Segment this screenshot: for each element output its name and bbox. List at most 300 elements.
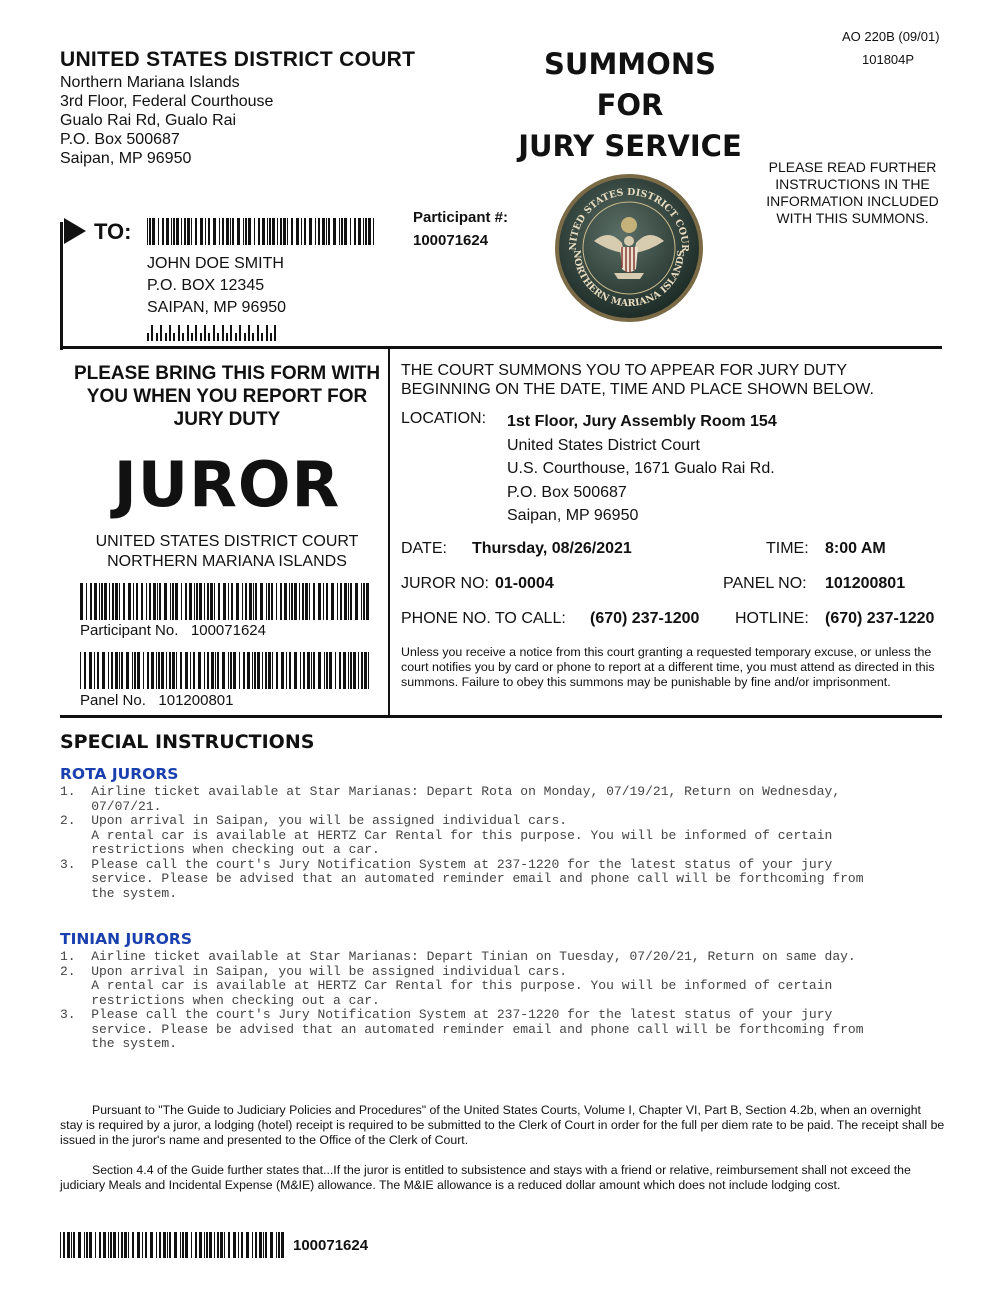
postal-bar xyxy=(208,333,210,341)
barcode-bar xyxy=(97,652,99,689)
barcode-bar xyxy=(147,652,149,689)
barcode-bar xyxy=(343,652,346,689)
postal-bar xyxy=(244,333,246,341)
barcode-bar xyxy=(322,218,325,245)
barcode-bar xyxy=(145,1232,147,1258)
barcode-bar xyxy=(181,583,182,620)
barcode-bar xyxy=(323,583,324,620)
seal-text-bottom: NORTHERN MARIANA ISLANDS xyxy=(570,249,688,310)
court-name-line: UNITED STATES DISTRICT COURT xyxy=(95,533,359,550)
time-value: 8:00 AM xyxy=(825,540,886,557)
barcode-bar xyxy=(309,583,310,620)
instruction-line: 3. Please call the court's Jury Notification System at 237-1220 for the latest status of your jury xyxy=(60,1007,833,1022)
barcode-bar xyxy=(132,652,133,689)
barcode-bar xyxy=(95,1232,96,1258)
barcode-bar xyxy=(147,218,148,245)
subsistence-policy-paragraph xyxy=(60,1163,945,1193)
to-label: TO: xyxy=(94,219,132,244)
barcode-bar xyxy=(259,1232,262,1258)
barcode-bar xyxy=(340,583,342,620)
barcode-bar xyxy=(237,218,240,245)
barcode-bar xyxy=(238,1232,239,1258)
barcode-bar xyxy=(205,218,206,245)
barcode-bar xyxy=(230,652,232,689)
barcode-bar xyxy=(187,218,190,245)
summons-title xyxy=(500,44,760,167)
barcode-bar xyxy=(276,652,278,689)
barcode-bar xyxy=(283,218,286,245)
barcode-bar xyxy=(348,652,349,689)
barcode-bar xyxy=(115,652,118,689)
panel-no-label-right: PANEL NO: xyxy=(723,575,807,592)
attendance-notice: Unless you receive a notice from this court granting a requested temporary excuse, or unless the court notifies you by card or phone to report at a different time, you must attend as directed in this summons. Failure to obey this summons may be punishable by fine and/or imprisonment. xyxy=(401,645,935,689)
postal-bar xyxy=(147,333,149,341)
barcode-bar xyxy=(143,652,144,689)
instruction-line: A rental car is available at HERTZ Car Rental for this purpose. You will be informed of certain xyxy=(60,827,833,843)
barcode-bar xyxy=(365,218,367,245)
barcode-bar xyxy=(257,652,260,689)
barcode-bar xyxy=(159,1232,161,1258)
barcode-bar xyxy=(219,218,220,245)
barcode-bar xyxy=(209,1232,212,1258)
barcode-bar xyxy=(136,583,138,620)
barcode-bar xyxy=(152,218,155,245)
barcode-bar xyxy=(223,583,226,620)
barcode-bar xyxy=(180,652,182,689)
section-divider xyxy=(60,715,942,718)
summons-title-line: FOR xyxy=(596,88,664,122)
barcode-bar xyxy=(291,218,293,245)
barcode-bar xyxy=(301,218,302,245)
location-line: P.O. Box 500687 xyxy=(507,483,627,501)
barcode-bar xyxy=(163,1232,166,1258)
barcode-bar xyxy=(207,583,209,620)
barcode-bar xyxy=(195,1232,197,1258)
barcode-bar xyxy=(230,218,231,245)
barcode-bar xyxy=(142,1232,143,1258)
court-address-line: P.O. Box 500687 xyxy=(60,131,180,148)
hotline-label: HOTLINE: xyxy=(735,610,809,627)
barcode-bar xyxy=(110,1232,112,1258)
barcode-bar xyxy=(104,583,107,620)
barcode-bar xyxy=(115,583,118,620)
barcode-bar xyxy=(190,652,191,689)
barcode-bar xyxy=(260,583,263,620)
court-name: UNITED STATES DISTRICT COURT xyxy=(60,48,416,71)
barcode-bar xyxy=(248,218,251,245)
barcode-bar xyxy=(137,652,140,689)
barcode-bar xyxy=(208,218,210,245)
barcode-bar xyxy=(228,652,229,689)
barcode-bar xyxy=(210,583,213,620)
rota-jurors-title: ROTA JURORS xyxy=(60,765,179,783)
location-line: U.S. Courthouse, 1671 Gualo Rai Rd. xyxy=(507,460,775,477)
barcode-bar xyxy=(109,583,110,620)
instruction-line: A rental car is available at HERTZ Car Rental for this purpose. You will be informed of certain xyxy=(60,978,833,993)
summons-statement xyxy=(401,361,874,399)
barcode-bar xyxy=(156,652,157,689)
barcode-bar xyxy=(214,1232,215,1258)
recipient-line: P.O. BOX 12345 xyxy=(147,277,265,294)
barcode-bar xyxy=(245,583,247,620)
barcode-bar xyxy=(284,583,287,620)
barcode-bar xyxy=(348,583,349,620)
barcode-bar xyxy=(204,652,205,689)
barcode-bar xyxy=(315,218,316,245)
form-id: 101804P xyxy=(862,52,915,67)
barcode-bar xyxy=(99,1232,101,1258)
barcode-bar xyxy=(184,218,186,245)
barcode-bar xyxy=(305,583,308,620)
barcode-bar xyxy=(354,218,356,245)
barcode-bar xyxy=(255,583,257,620)
barcode-bar xyxy=(94,652,95,689)
barcode-bar xyxy=(207,652,209,689)
recipient-address xyxy=(147,253,286,319)
postal-bar xyxy=(213,325,215,341)
barcode-bar xyxy=(276,583,277,620)
court-address xyxy=(60,73,273,168)
barcode-bar xyxy=(222,218,224,245)
barcode-bar xyxy=(193,652,195,689)
barcode-bar xyxy=(281,652,284,689)
arrow-right-icon xyxy=(64,218,86,244)
barcode-bar xyxy=(189,583,192,620)
phone-value: (670) 237-1200 xyxy=(590,610,700,627)
barcode-bar xyxy=(363,218,364,245)
barcode-bar xyxy=(103,1232,106,1258)
barcode-bar xyxy=(162,218,164,245)
section-divider xyxy=(60,346,942,349)
postal-bar xyxy=(257,325,259,341)
barcode-bar xyxy=(108,652,109,689)
panel-no-value-right: 101200801 xyxy=(825,575,906,592)
barcode-bar xyxy=(166,218,169,245)
date-value: Thursday, 08/26/2021 xyxy=(472,540,632,557)
barcode-bar xyxy=(119,583,120,620)
barcode-bar xyxy=(329,652,332,689)
barcode-bar xyxy=(291,583,293,620)
barcode-bar xyxy=(169,652,171,689)
barcode-bar xyxy=(181,218,182,245)
barcode-bar xyxy=(146,583,147,620)
postal-bar xyxy=(252,333,254,341)
barcode-bar xyxy=(156,1232,157,1258)
barcode-bar xyxy=(326,652,328,689)
barcode-bar xyxy=(239,652,240,689)
time-label: TIME: xyxy=(766,540,809,557)
barcode-bar xyxy=(318,583,321,620)
barcode-bar xyxy=(60,1232,61,1258)
barcode-bar xyxy=(194,583,195,620)
barcode-bar xyxy=(128,1232,129,1258)
barcode-bar xyxy=(90,583,92,620)
barcode-bar xyxy=(272,218,275,245)
court-address-line: Saipan, MP 96950 xyxy=(60,150,192,167)
instruction-line: the system. xyxy=(60,885,178,901)
address-barcode xyxy=(147,218,377,245)
postal-bar xyxy=(178,325,180,341)
barcode-bar xyxy=(111,652,113,689)
barcode-bar xyxy=(228,583,229,620)
juror-no-value: 01-0004 xyxy=(495,575,554,592)
barcode-bar xyxy=(344,583,347,620)
postal-bar xyxy=(169,325,171,341)
postal-bar xyxy=(200,333,202,341)
barcode-bar xyxy=(313,583,315,620)
barcode-bar xyxy=(331,583,334,620)
barcode-bar xyxy=(296,218,299,245)
barcode-bar xyxy=(241,1232,243,1258)
form-code: AO 220B (09/01) xyxy=(842,29,940,44)
barcode-bar xyxy=(299,583,300,620)
barcode-bar xyxy=(252,652,253,689)
barcode-bar xyxy=(191,1232,192,1258)
court-name-small xyxy=(62,532,392,572)
barcode-bar xyxy=(89,1232,92,1258)
barcode-bar xyxy=(368,218,371,245)
barcode-bar xyxy=(350,583,352,620)
barcode-bar xyxy=(277,218,278,245)
barcode-bar xyxy=(268,652,271,689)
postal-bar xyxy=(266,325,268,341)
barcode-bar xyxy=(134,652,136,689)
barcode-bar xyxy=(137,1232,140,1258)
postal-bar xyxy=(191,333,193,341)
postal-bar xyxy=(195,325,197,341)
barcode-bar xyxy=(191,218,192,245)
barcode-bar xyxy=(161,652,164,689)
barcode-bar xyxy=(170,583,171,620)
location-line: United States District Court xyxy=(507,436,700,454)
instruction-line: service. Please be advised that an automated reminder email and phone call will be forthcoming from xyxy=(60,1021,864,1037)
postal-bar xyxy=(270,333,272,341)
barcode-bar xyxy=(286,652,287,689)
barcode-bar xyxy=(172,652,175,689)
barcode-bar xyxy=(108,1232,109,1258)
barcode-bar xyxy=(196,583,198,620)
location-line: 1st Floor, Jury Assembly Room 154 xyxy=(507,413,777,430)
court-seal-icon xyxy=(554,173,704,323)
barcode-bar xyxy=(218,583,220,620)
barcode-bar xyxy=(151,652,154,689)
barcode-bar xyxy=(149,583,151,620)
instruction-line: the system. xyxy=(60,1036,178,1051)
barcode-bar xyxy=(258,218,260,245)
barcode-bar xyxy=(233,652,236,689)
barcode-bar xyxy=(228,1232,230,1258)
postal-bar xyxy=(230,325,232,341)
barcode-bar xyxy=(255,1232,257,1258)
barcode-bar xyxy=(313,652,315,689)
barcode-bar xyxy=(318,218,320,245)
barcode-bar xyxy=(176,652,177,689)
barcode-bar xyxy=(361,652,363,689)
barcode-bar xyxy=(199,583,202,620)
summons-line: BEGINNING ON THE DATE, TIME AND PLACE SHOWN BELOW. xyxy=(401,381,874,398)
barcode-bar xyxy=(304,218,306,245)
barcode-bar xyxy=(198,652,201,689)
barcode-bar xyxy=(262,652,263,689)
panel-barcode xyxy=(80,652,372,689)
barcode-bar xyxy=(158,218,159,245)
barcode-bar xyxy=(309,218,312,245)
instruction-line: 1. Airline ticket available at Star Marianas: Depart Tinian on Tuesday, 07/20/21, Return on same day. xyxy=(60,949,856,964)
barcode-bar xyxy=(224,1232,225,1258)
participant-barcode xyxy=(80,583,372,620)
barcode-bar xyxy=(217,652,219,689)
barcode-bar xyxy=(276,1232,277,1258)
barcode-bar xyxy=(150,1232,153,1258)
barcode-bar xyxy=(80,652,81,689)
participant-no-row xyxy=(80,622,266,639)
barcode-bar xyxy=(86,1232,88,1258)
barcode-bar xyxy=(71,1232,72,1258)
barcode-bar xyxy=(121,652,123,689)
barcode-bar xyxy=(268,583,270,620)
barcode-bar xyxy=(355,583,358,620)
barcode-bar xyxy=(236,583,239,620)
barcode-bar xyxy=(358,652,359,689)
summons-line: THE COURT SUMMONS YOU TO APPEAR FOR JURY DUTY xyxy=(401,362,848,379)
barcode-bar xyxy=(294,583,297,620)
bring-form-notice: PLEASE BRING THIS FORM WITH YOU WHEN YOU REPORT FOR JURY DUTY xyxy=(73,363,381,430)
barcode-bar xyxy=(99,583,100,620)
barcode-bar xyxy=(113,1232,116,1258)
barcode-bar xyxy=(171,218,172,245)
postal-bar xyxy=(160,325,162,341)
panel-no-value: 101200801 xyxy=(158,692,234,709)
barcode-bar xyxy=(270,1232,273,1258)
barcode-bar xyxy=(206,1232,208,1258)
barcode-bar xyxy=(159,583,161,620)
postal-bar xyxy=(226,333,228,341)
barcode-bar xyxy=(242,583,243,620)
juror-no-label: JUROR NO: xyxy=(401,575,489,592)
barcode-bar xyxy=(80,583,83,620)
barcode-bar xyxy=(200,218,203,245)
barcode-bar xyxy=(185,652,188,689)
barcode-bar xyxy=(262,218,265,245)
barcode-bar xyxy=(211,652,214,689)
barcode-bar xyxy=(67,1232,70,1258)
barcode-bar xyxy=(195,218,197,245)
barcode-bar xyxy=(366,583,369,620)
barcode-bar xyxy=(302,583,304,620)
barcode-bar xyxy=(204,583,205,620)
barcode-bar xyxy=(167,1232,168,1258)
barcode-bar xyxy=(204,1232,205,1258)
barcode-bar xyxy=(214,583,215,620)
barcode-bar xyxy=(245,218,247,245)
read-instructions-note: PLEASE READ FURTHER INSTRUCTIONS IN THE INFORMATION INCLUDED WITH THIS SUMMONS. xyxy=(766,159,939,226)
recipient-line: JOHN DOE SMITH xyxy=(147,255,284,272)
tinian-instructions xyxy=(60,950,864,1052)
participant-label: Participant #: xyxy=(413,209,509,226)
panel-no-row xyxy=(80,692,233,709)
barcode-bar xyxy=(289,652,291,689)
postal-bar xyxy=(156,333,158,341)
postal-bar xyxy=(235,333,237,341)
instruction-line: 07/07/21. xyxy=(60,798,162,814)
barcode-bar xyxy=(166,652,167,689)
barcode-bar xyxy=(226,218,229,245)
location-line: Saipan, MP 96950 xyxy=(507,507,639,524)
barcode-bar xyxy=(217,1232,219,1258)
barcode-bar xyxy=(112,583,114,620)
barcode-bar xyxy=(263,1232,264,1258)
barcode-bar xyxy=(326,583,328,620)
barcode-bar xyxy=(364,652,367,689)
barcode-bar xyxy=(249,583,252,620)
barcode-bar xyxy=(307,652,310,689)
barcode-bar xyxy=(373,218,374,245)
barcode-bar xyxy=(220,1232,223,1258)
summons-title-line: SUMMONS xyxy=(544,47,716,81)
barcode-bar xyxy=(222,652,225,689)
barcode-bar xyxy=(175,583,178,620)
barcode-bar xyxy=(318,652,321,689)
barcode-bar xyxy=(271,583,274,620)
barcode-bar xyxy=(124,1232,127,1258)
instruction-line: 2. Upon arrival in Saipan, you will be assigned individual cars. xyxy=(60,963,568,979)
barcode-bar xyxy=(158,652,160,689)
instruction-line: service. Please be advised that an automated reminder email and phone call will be forthcoming from xyxy=(60,871,864,886)
barcode-bar xyxy=(133,583,134,620)
barcode-bar xyxy=(324,652,325,689)
special-instructions-title: SPECIAL INSTRUCTIONS xyxy=(60,731,315,753)
barcode-bar xyxy=(254,218,255,245)
rota-instructions xyxy=(60,785,864,901)
barcode-bar xyxy=(128,583,131,620)
barcode-bar xyxy=(350,652,352,689)
barcode-bar xyxy=(328,218,330,245)
barcode-bar xyxy=(252,1232,253,1258)
barcode-bar xyxy=(121,1232,123,1258)
barcode-bar xyxy=(246,1232,249,1258)
barcode-bar xyxy=(233,1232,236,1258)
barcode-bar xyxy=(287,218,288,245)
phone-label: PHONE NO. TO CALL: xyxy=(401,610,566,627)
barcode-bar xyxy=(174,1232,177,1258)
barcode-bar xyxy=(102,652,105,689)
barcode-bar xyxy=(199,1232,202,1258)
barcode-bar xyxy=(94,583,97,620)
instruction-line: 2. Upon arrival in Saipan, you will be assigned individual cars. xyxy=(60,813,568,828)
barcode-bar xyxy=(141,583,144,620)
barcode-bar xyxy=(344,218,347,245)
barcode-bar xyxy=(215,652,216,689)
barcode-bar xyxy=(337,583,338,620)
barcode-bar xyxy=(118,1232,119,1258)
hotline-value: (670) 237-1220 xyxy=(825,610,935,627)
court-name-line: NORTHERN MARIANA ISLANDS xyxy=(107,553,347,570)
subsistence-policy-text: Section 4.4 of the Guide further states that...If the juror is entitled to subsistence and stays with a friend or relative, reimbursement shall not exceed the judiciary Meals and Incidental Expense (M&IE) allowance. The M&IE allowance is a reduced dollar amount which does not include lodging cost. xyxy=(60,1163,911,1192)
recipient-line: SAIPAN, MP 96950 xyxy=(147,299,287,316)
barcode-bar xyxy=(280,583,282,620)
court-address-line: Northern Mariana Islands xyxy=(60,74,240,91)
barcode-bar xyxy=(86,583,87,620)
seal-text-top: NITED STATES DISTRICT COUR xyxy=(567,186,691,252)
barcode-bar xyxy=(265,1232,267,1258)
barcode-bar xyxy=(172,583,174,620)
barcode-bar xyxy=(341,218,343,245)
postal-bar xyxy=(151,325,153,341)
barcode-bar xyxy=(333,218,336,245)
barcode-bar xyxy=(267,218,268,245)
barcode-bar xyxy=(294,652,297,689)
barcode-bar xyxy=(247,652,250,689)
